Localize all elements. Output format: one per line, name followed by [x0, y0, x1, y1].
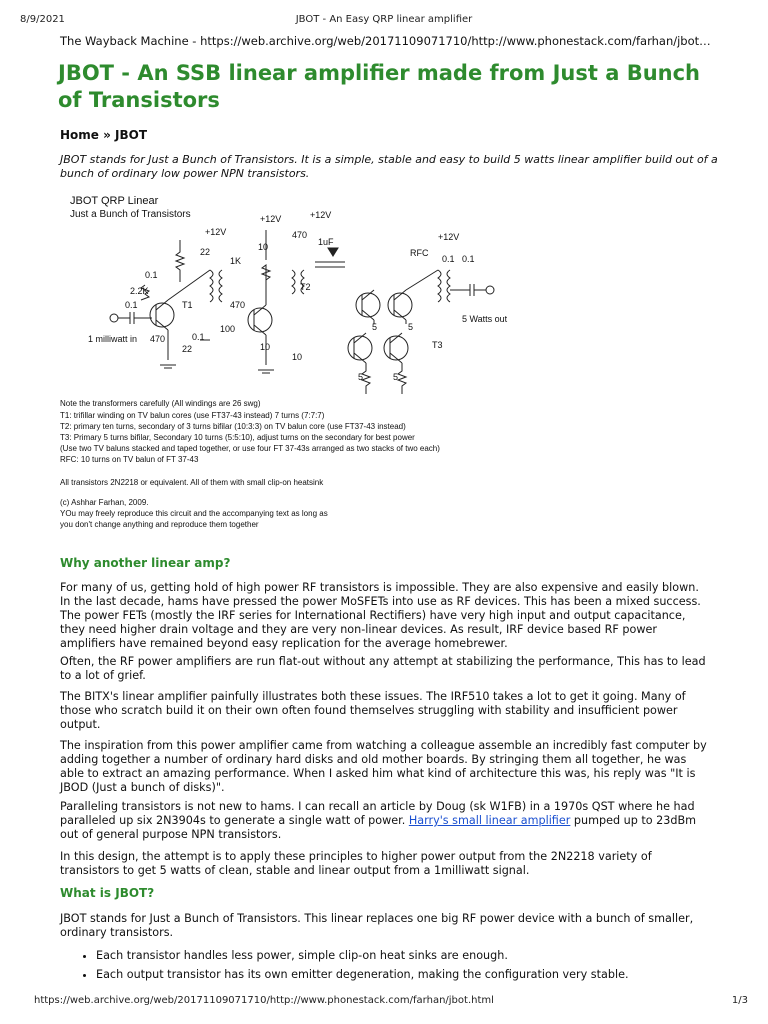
breadcrumb[interactable]: Home » JBOT — [60, 128, 148, 142]
note-4: (Use two TV baluns stacked and taped together, or use four FT 37-43s arranged as two stacks of two each) — [60, 444, 440, 453]
label-12v-1: +12V — [205, 227, 227, 237]
label-5w-out: 5 Watts out — [462, 314, 508, 324]
note-0: Note the transformers carefully (All windings are 26 swg) — [60, 399, 261, 408]
label-0.1d: 0.1 — [125, 300, 138, 310]
note-5: RFC: 10 turns on TV balun of FT 37-43 — [60, 455, 199, 464]
schematic-figure — [60, 190, 520, 535]
label-22: 22 — [200, 247, 211, 257]
page-number: 1/3 — [731, 995, 748, 1006]
label-1mw-in: 1 milliwatt in — [88, 334, 138, 344]
label-0.1b: 0.1 — [462, 254, 475, 264]
harrys-linear-link[interactable]: Harry's small linear amplifier — [408, 814, 571, 827]
schematic-title: JBOT QRP Linear — [70, 195, 159, 207]
label-5c: 5 — [372, 322, 378, 332]
print-title: JBOT - An Easy QRP linear amplifier — [295, 14, 473, 25]
label-12v-4: +12V — [438, 232, 460, 242]
label-470b: 470 — [230, 300, 246, 310]
feature-list — [60, 946, 716, 984]
schematic-svg — [60, 190, 520, 535]
note-7: (c) Ashhar Farhan, 2009. — [60, 498, 149, 507]
label-0.1c: 0.1 — [145, 270, 158, 280]
paragraph-5 — [60, 800, 712, 842]
label-2.2k: 2.2K — [130, 286, 149, 296]
label-12v-2: +12V — [260, 214, 282, 224]
paragraph-5-start: Paralleling transistors is not new to hams. I can recall an article by Doug (sk W1FB) in a 1970s QST where he had paralleled up six 2N3904s to generate a single watt of power. — [60, 800, 695, 827]
note-1: T1: trifillar winding on TV balun cores (use FT37-43 instead) 7 turns (7:7:7) — [60, 411, 325, 420]
label-t3: T3 — [432, 340, 443, 350]
label-10b: 10 — [260, 342, 271, 352]
label-470a: 470 — [292, 230, 308, 240]
note-9: you don't change anything and reproduce them together — [60, 520, 259, 529]
label-10c: 10 — [292, 352, 303, 362]
label-100: 100 — [220, 324, 236, 334]
print-date: 8/9/2021 — [20, 14, 65, 25]
label-t1: T1 — [182, 300, 193, 310]
paragraph-2: Often, the RF power amplifiers are run flat-out without any attempt at stabilizing the performance, This has to lead to a lot of grief. — [60, 655, 706, 682]
note-8: YOu may freely reproduce this circuit and the accompanying text as long as — [60, 509, 328, 518]
label-5d: 5 — [408, 322, 414, 332]
label-5b: 5 — [393, 372, 399, 382]
paragraph-7: JBOT stands for Just a Bunch of Transistors. This linear replaces one big RF power device with a bunch of smaller, ordinary transistors. — [60, 912, 694, 939]
note-3: T3: Primary 5 turns bifilar, Secondary 10 turns (5:5:10), adjust turns on the secondary for best power — [60, 433, 415, 442]
wayback-banner: The Wayback Machine - https://web.archive.org/web/20171109071710/http://www.phonestack.com/farhan/jbot… — [60, 34, 711, 48]
label-0.1a: 0.1 — [442, 254, 455, 264]
label-0.1e: 0.1 — [192, 332, 205, 342]
paragraph-1: For many of us, getting hold of high power RF transistors is impossible. They are also expensive and easily blown. In the last decade, hams have pressed the power MoSFETs into use as RF devices. This has been a mixed success. The power FETs (mostly the IRF series for International Rectifiers) have very high input and output capacitance, they need higher drain voltage and they are very non-linear devices. As result, IRF device based RF power amplifiers have remained beyond easy replication for the average homebrewer. — [60, 581, 701, 650]
paragraph-5-end: pumped up to 23dBm out of general purpose NPN transistors. — [60, 814, 697, 841]
list-item: • Each transistor handles less power, simple clip-on heat sinks are enough. — [96, 946, 716, 965]
label-22b: 22 — [182, 344, 193, 354]
note-2: T2: primary ten turns, secondary of 3 turns bifilar (10:3:3) on TV balun core (use FT37-43 instead) — [60, 422, 406, 431]
heading-what: What is JBOT? — [60, 886, 155, 900]
schematic-subtitle: Just a Bunch of Transistors — [70, 209, 191, 220]
paragraph-6: In this design, the attempt is to apply these principles to higher power output from the 2N2218 variety of transistors to get 5 watts of clean, stable and linear output from a 1milliwatt signal. — [60, 850, 652, 877]
intro-text: JBOT stands for Just a Bunch of Transistors. It is a simple, stable and easy to build 5 watts linear amplifier build out of a bunch of ordinary low power NPN transistors. — [60, 153, 718, 180]
paragraph-4: The inspiration from this power amplifier came from watching a colleague assemble an incredibly fast computer by adding together a number of ordinary hard disks and old mother boards. By stringing them all together, he was able to extract an amazing performance. When I asked him what kind of architecture this was, his reply was "It is JBOD (Just a bunch of disks)". — [60, 739, 707, 794]
note-6: All transistors 2N2218 or equivalent. All of them with small clip-on heatsink — [60, 478, 324, 487]
print-url: https://web.archive.org/web/20171109071710/http://www.phonestack.com/farhan/jbot.html — [34, 995, 494, 1006]
label-rfc: RFC — [410, 248, 429, 258]
heading-why: Why another linear amp? — [60, 556, 231, 570]
page-title: JBOT - An SSB linear amplifier made from Just a Bunch of Transistors — [58, 61, 701, 112]
list-item: • Each output transistor has its own emitter degeneration, making the configuration very stable. — [96, 965, 716, 984]
paragraph-3: The BITX's linear amplifier painfully illustrates both these issues. The IRF510 takes a lot to get it going. Many of those who scratch build it on their own often found themselves struggling with stability and insufficient power output. — [60, 690, 686, 731]
label-1k: 1K — [230, 256, 242, 266]
label-470c: 470 — [150, 334, 166, 344]
label-5a: 5 — [358, 372, 364, 382]
label-12v-3: +12V — [310, 210, 332, 220]
label-t2: T2 — [300, 282, 311, 292]
label-10a: 10 — [258, 242, 269, 252]
label-1uf: 1uF — [318, 237, 334, 247]
